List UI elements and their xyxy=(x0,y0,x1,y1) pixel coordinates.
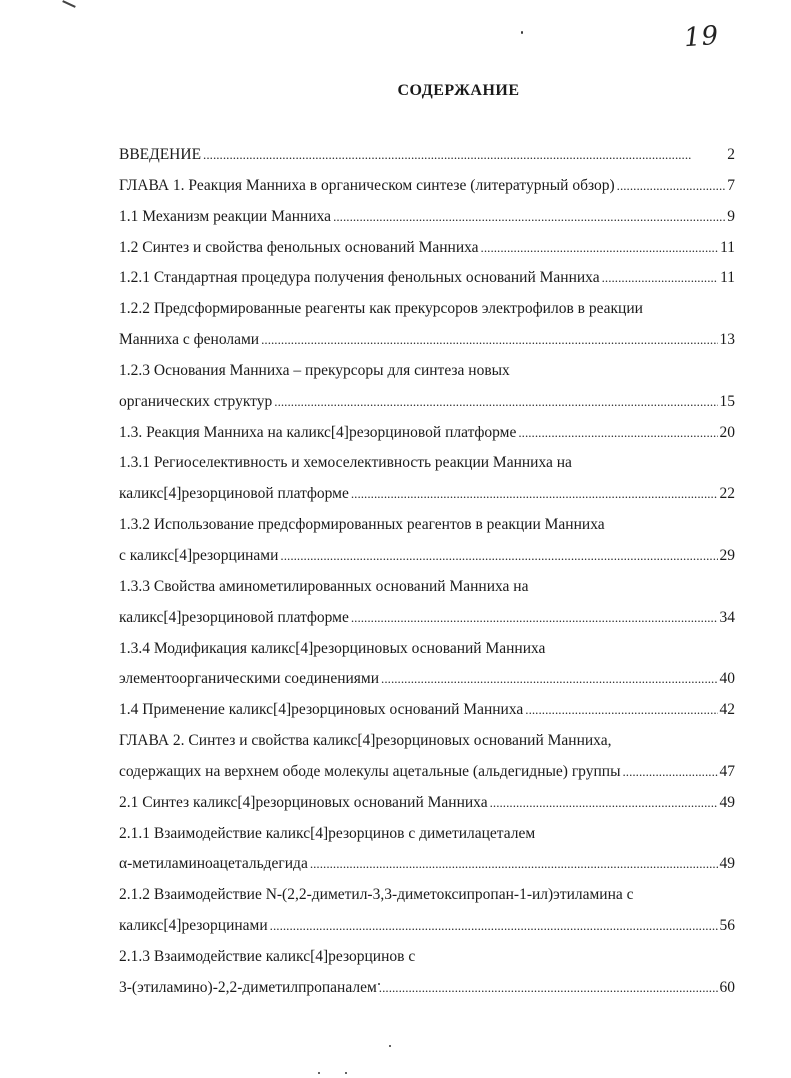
toc-entry xyxy=(119,729,735,760)
scan-mark xyxy=(62,0,76,8)
toc-entry-page: 47 xyxy=(719,762,735,780)
toc-entry xyxy=(119,976,735,1007)
dot-leader xyxy=(261,328,717,352)
dot-leader xyxy=(270,914,718,938)
toc-entry xyxy=(119,852,735,883)
toc-entry-title: 1.2.2 Предсформированные реагенты как прекурсоров электрофилов в реакции xyxy=(119,300,643,318)
toc-entry xyxy=(119,575,735,606)
toc-entry xyxy=(119,143,735,174)
toc-entry-title: элементоорганическими соединениями xyxy=(119,670,380,688)
toc-entry-title: 1.3.3 Свойства аминометилированных оснований Манниха на xyxy=(119,577,529,595)
toc-entry-title: ГЛАВА 2. Синтез и свойства каликс[4]резорциновых оснований Манниха, xyxy=(119,732,612,750)
toc-entry xyxy=(119,945,735,976)
dot-leader xyxy=(490,791,718,815)
toc-entry xyxy=(119,236,735,267)
scan-speck xyxy=(318,1072,320,1074)
toc-entry-page: 42 xyxy=(719,701,735,719)
dot-leader xyxy=(381,667,717,691)
toc-entry xyxy=(119,914,735,945)
toc-entry-title: органических структур xyxy=(119,392,273,410)
toc-entry-title: 2.1 Синтез каликс[4]резорциновых оснований Манниха xyxy=(119,793,488,811)
scan-speck xyxy=(345,1072,347,1074)
toc-entry-page: 2 xyxy=(727,146,735,163)
toc-entry-title: ВВЕДЕНИЕ xyxy=(119,146,202,163)
handwritten-page-number: 19 xyxy=(682,20,721,54)
toc-entry xyxy=(119,606,735,637)
dot-leader xyxy=(333,205,725,229)
toc-entry-title: 1.4 Применение каликс[4]резорциновых оснований Манниха xyxy=(119,701,524,719)
toc-entry-title: 1.3.1 Региоселективность и хемоселективность реакции Манниха на xyxy=(119,454,572,472)
dot-leader xyxy=(518,421,717,445)
scan-speck xyxy=(378,983,380,985)
scan-speck xyxy=(389,1045,391,1047)
toc-entry-page: 20 xyxy=(719,423,735,441)
toc-entry-title: 2.1.2 Взаимодействие N-(2,2-диметил-3,3-диметоксипропан-1-ил)этиламина с xyxy=(119,886,634,904)
toc-entry-title: 1.2.1 Стандартная процедура получения фенольных оснований Манниха xyxy=(119,269,600,287)
dot-leader xyxy=(617,174,726,198)
toc-entry-title: 1.3.2 Использование предсформированных реагентов в реакции Манниха xyxy=(119,516,605,534)
dot-leader xyxy=(622,760,717,784)
dot-leader xyxy=(379,976,718,1000)
dot-leader xyxy=(274,390,717,414)
toc-entry-page: 49 xyxy=(719,793,735,811)
page-title: СОДЕРЖАНИЕ xyxy=(397,82,520,99)
toc-entry-title: 2.1.3 Взаимодействие каликс[4]резорцинов с xyxy=(119,947,416,965)
toc-entry-title: 1.1 Механизм реакции Манниха xyxy=(119,207,332,225)
toc-entry-page: 22 xyxy=(719,485,735,503)
toc-entry-title: с каликс[4]резорцинами xyxy=(119,546,279,564)
toc-entry-page: 40 xyxy=(719,670,735,688)
toc-entry xyxy=(119,544,735,575)
toc-entry xyxy=(119,760,735,791)
dot-leader xyxy=(525,698,717,722)
toc-entry xyxy=(119,822,735,853)
scan-speck xyxy=(521,31,523,34)
dot-leader xyxy=(203,143,725,167)
toc-entry xyxy=(119,698,735,729)
toc-entry-page: 29 xyxy=(719,546,735,564)
toc-entry xyxy=(119,266,735,297)
toc-entry-title: 3-(этиламино)-2,2-диметилпропаналем xyxy=(119,978,377,996)
toc-entry xyxy=(119,421,735,452)
dot-leader xyxy=(351,606,718,630)
toc-entry-page: 13 xyxy=(719,331,735,349)
toc-entry-title: 2.1.1 Взаимодействие каликс[4]резорцинов с диметилацеталем xyxy=(119,824,536,842)
toc-entry-title: 1.2.3 Основания Манниха – прекурсоры для синтеза новых xyxy=(119,361,510,379)
toc-entry-title: каликс[4]резорциновой платформе xyxy=(119,608,349,626)
toc-entry-page: 49 xyxy=(719,855,735,873)
toc-entry xyxy=(119,451,735,482)
toc-entry-title: содержащих на верхнем ободе молекулы ацетальные (альдегидные) группы xyxy=(119,762,621,780)
toc-entry xyxy=(119,513,735,544)
toc-entry xyxy=(119,883,735,914)
toc-entry xyxy=(119,359,735,390)
toc-entry-title: Манниха с фенолами xyxy=(119,331,260,349)
toc-entry xyxy=(119,667,735,698)
toc-entry-page: 9 xyxy=(727,207,735,225)
toc-entry-page: 56 xyxy=(719,917,735,935)
toc-entry-page: 34 xyxy=(719,608,735,626)
toc-entry-title: 1.3. Реакция Манниха на каликс[4]резорциновой платформе xyxy=(119,423,517,441)
dot-leader xyxy=(310,852,718,876)
toc-entry-title: каликс[4]резорциновой платформе xyxy=(119,485,349,503)
dot-leader xyxy=(481,236,719,260)
toc-entry xyxy=(119,328,735,359)
toc-entry xyxy=(119,205,735,236)
toc-entry-title: ГЛАВА 1. Реакция Манниха в органическом синтезе (литературный обзор) xyxy=(119,176,615,194)
toc-entry-title: α-метиламиноацетальдегида xyxy=(119,855,308,873)
toc-entry xyxy=(119,637,735,668)
dot-leader xyxy=(602,266,718,290)
toc-entry-page: 15 xyxy=(719,392,735,410)
toc-entry-page: 11 xyxy=(720,238,735,256)
toc-entry xyxy=(119,390,735,421)
toc-entry-title: 1.3.4 Модификация каликс[4]резорциновых оснований Манниха xyxy=(119,639,546,657)
toc-entry xyxy=(119,174,735,205)
toc-entry-title: 1.2 Синтез и свойства фенольных оснований Манниха xyxy=(119,238,479,256)
dot-leader xyxy=(351,482,718,506)
dot-leader xyxy=(280,544,717,568)
toc-entry xyxy=(119,791,735,822)
toc-entry-page: 7 xyxy=(727,176,735,194)
table-of-contents xyxy=(119,143,735,1007)
toc-entry xyxy=(119,297,735,328)
toc-entry-page: 60 xyxy=(719,978,735,996)
toc-entry-page: 11 xyxy=(720,269,735,287)
toc-entry xyxy=(119,482,735,513)
toc-entry-title: каликс[4]резорцинами xyxy=(119,917,268,935)
